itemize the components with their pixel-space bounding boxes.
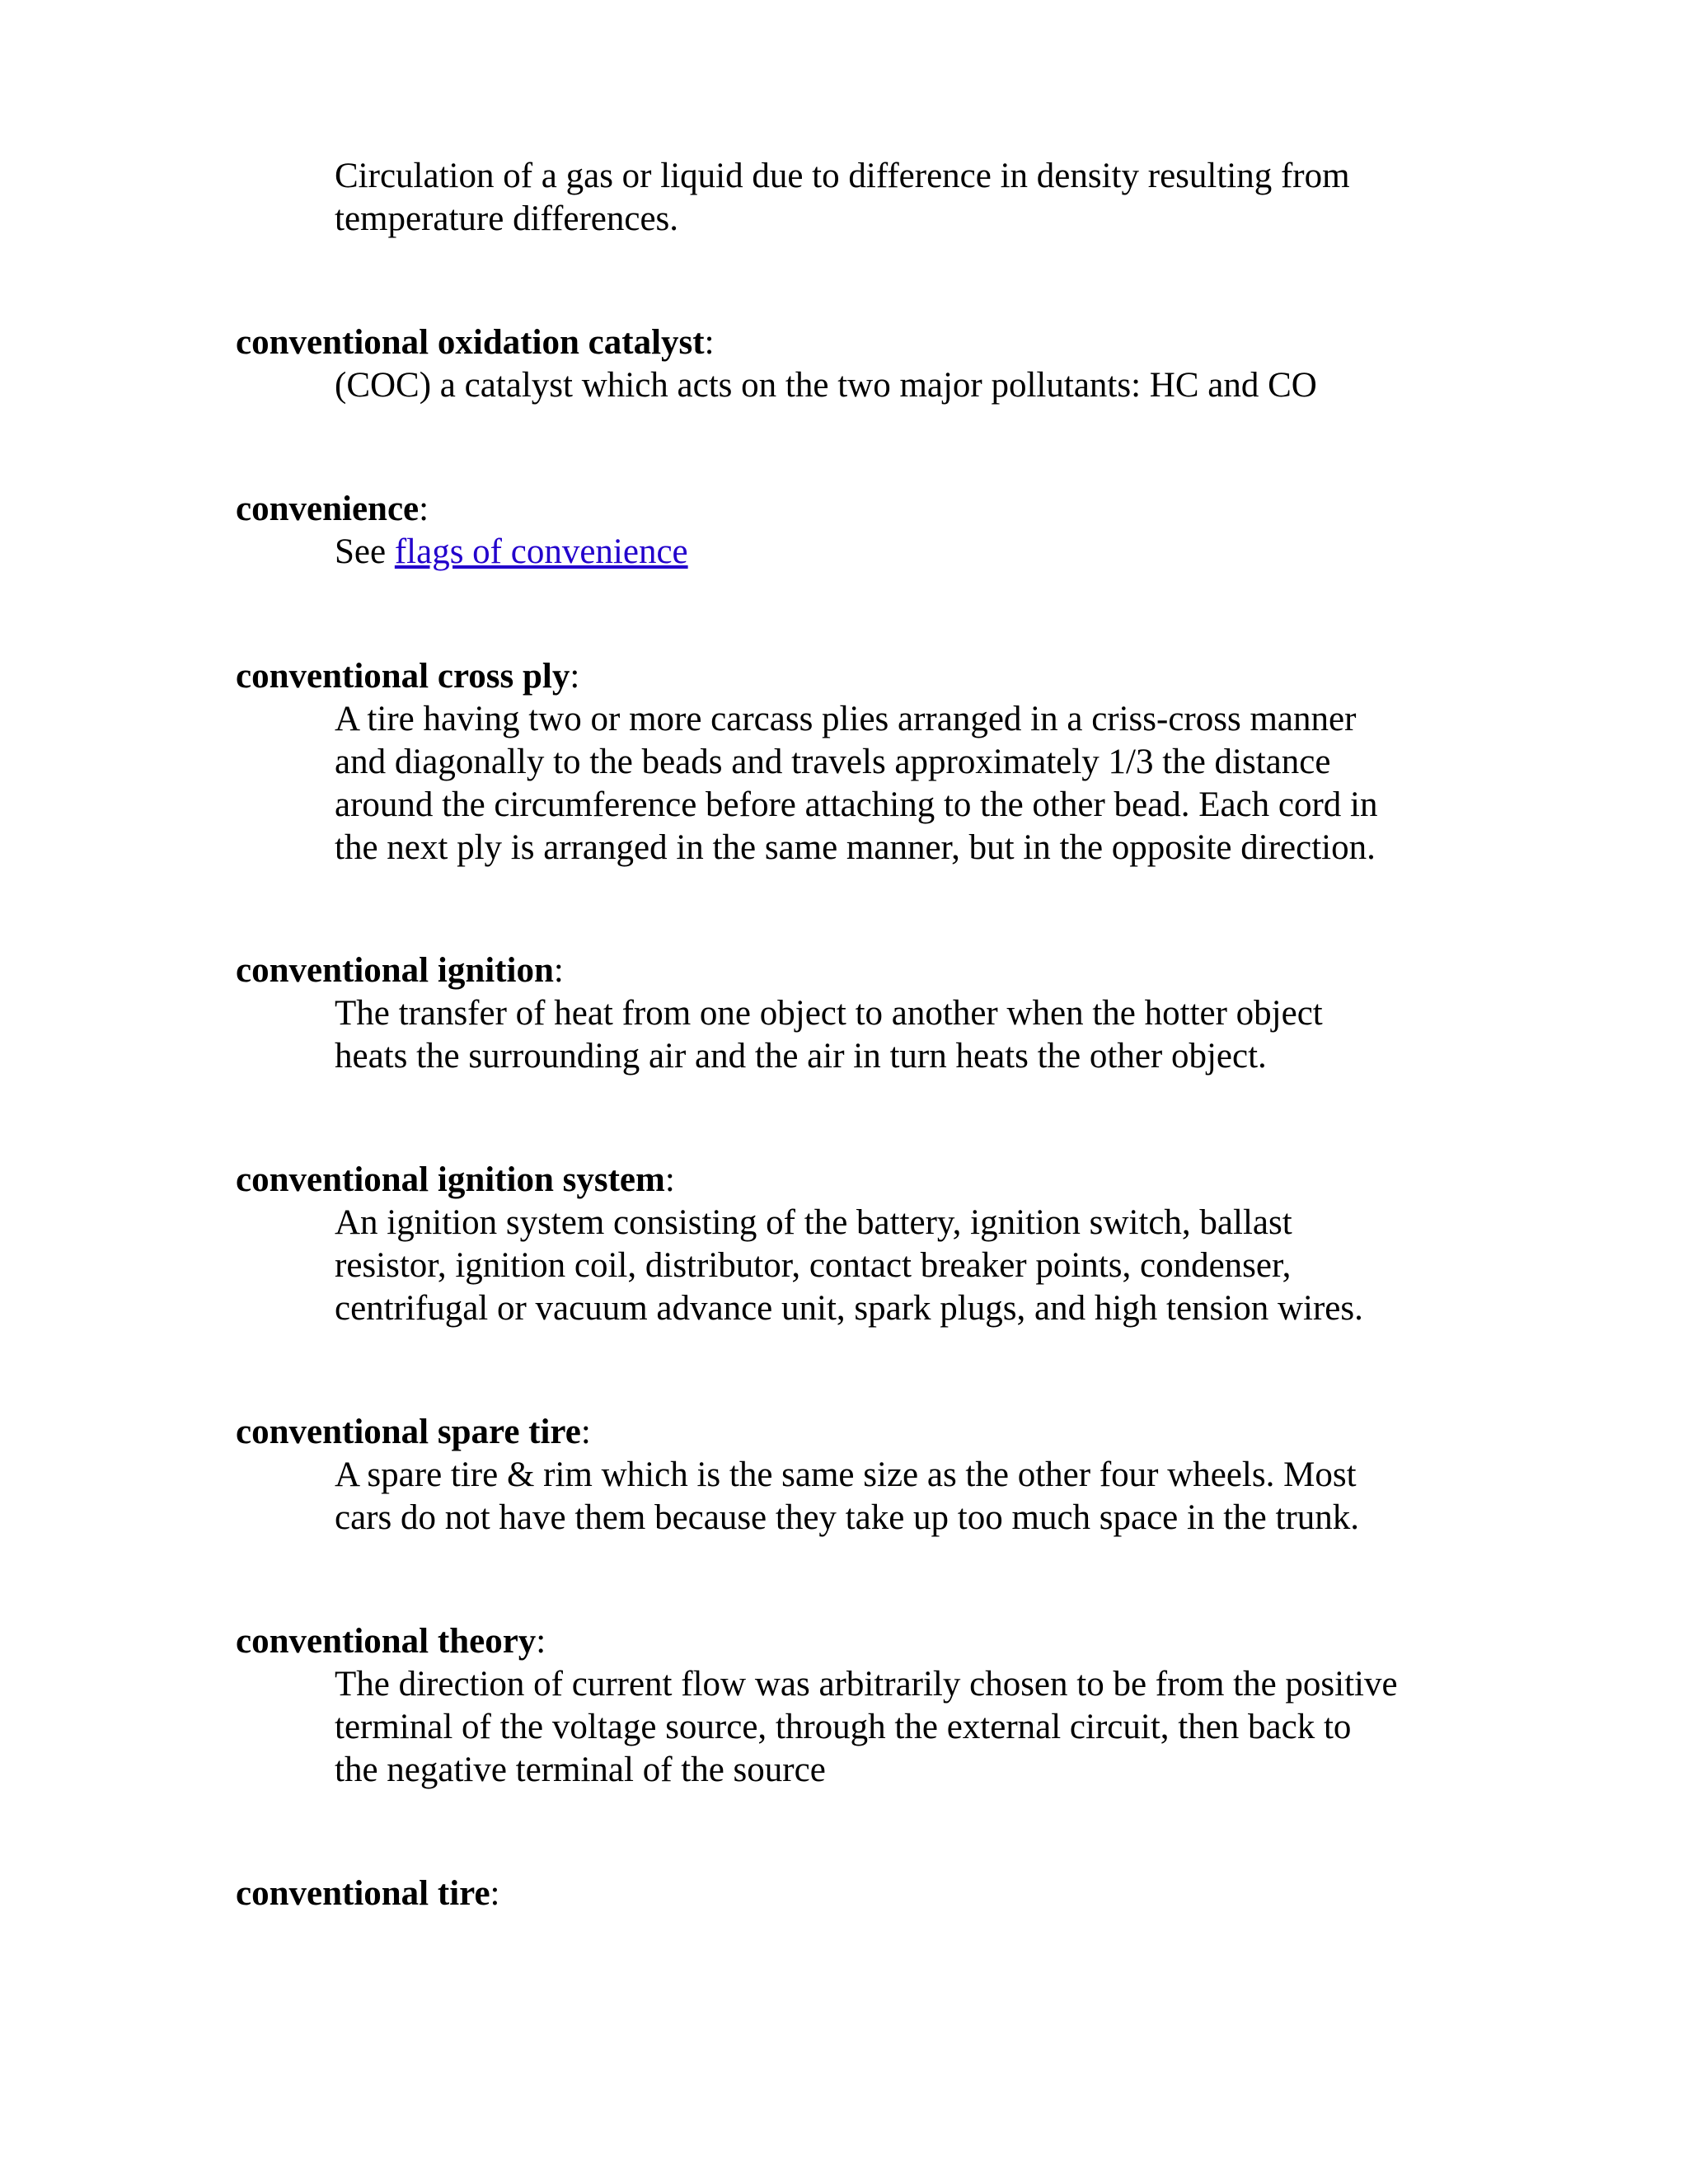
entry-heading: [236, 321, 1554, 364]
entry-definition: [335, 1454, 1554, 1540]
glossary-entry: [236, 488, 1554, 574]
definition-line: around the circumference before attaching to the other bead. Each cord in: [335, 785, 1378, 824]
entry-definition: [335, 1202, 1554, 1330]
glossary-entry: [236, 321, 1554, 407]
entry-term: conventional theory: [236, 1622, 537, 1661]
entry-heading: [236, 1620, 1554, 1663]
entry-term: conventional tire: [236, 1874, 490, 1913]
term-colon: :: [490, 1874, 500, 1913]
definition-line: the next ply is arranged in the same manner, but in the opposite direction.: [335, 828, 1376, 867]
definition-line: heats the surrounding air and the air in turn heats the other object.: [335, 1037, 1267, 1076]
entry-heading: [236, 949, 1554, 992]
definition-line: cars do not have them because they take up too much space in the trunk.: [335, 1498, 1360, 1537]
entry-term: conventional oxidation catalyst: [236, 323, 705, 362]
entry-term: conventional ignition system: [236, 1160, 665, 1199]
entry-heading: [236, 488, 1554, 531]
definition-line: centrifugal or vacuum advance unit, spark plugs, and high tension wires.: [335, 1289, 1363, 1328]
term-colon: :: [580, 1413, 591, 1451]
entry-definition: [335, 1663, 1554, 1792]
definition-line: The transfer of heat from one object to another when the hotter object: [335, 994, 1323, 1033]
glossary-entry: [236, 1159, 1554, 1330]
flags-of-convenience-link[interactable]: flags of convenience: [394, 532, 688, 571]
entry-heading: [236, 655, 1554, 698]
term-colon: :: [570, 657, 580, 696]
entry-heading: [236, 1159, 1554, 1202]
entry-definition: [335, 698, 1554, 869]
entry-term: conventional spare tire: [236, 1413, 581, 1451]
term-colon: :: [664, 1160, 675, 1199]
glossary-entry: [236, 655, 1554, 869]
term-colon: :: [536, 1622, 546, 1661]
glossary-entry: [236, 949, 1554, 1078]
definition-line: terminal of the voltage source, through the external circuit, then back to: [335, 1708, 1352, 1746]
definition-line: The direction of current flow was arbitrarily chosen to be from the positive: [335, 1665, 1398, 1704]
definition-line: temperature differences.: [335, 199, 679, 238]
definition-line: A spare tire & rim which is the same size as the other four wheels. Most: [335, 1455, 1357, 1494]
entry-term: convenience: [236, 490, 420, 528]
entry-heading: [236, 1872, 1554, 1915]
entry-definition: [335, 531, 1554, 574]
entry-heading: [236, 1411, 1554, 1454]
see-prefix: See: [335, 532, 395, 571]
glossary-entry: [236, 1620, 1554, 1792]
definition-line: A tire having two or more carcass plies arranged in a criss-cross manner: [335, 700, 1357, 738]
term-colon: :: [419, 490, 429, 528]
glossary-entry: [236, 1411, 1554, 1540]
entry-definition: [335, 364, 1554, 407]
definition-line: resistor, ignition coil, distributor, contact breaker points, condenser,: [335, 1246, 1292, 1285]
definition-line: [335, 531, 1554, 574]
glossary-entry: [236, 1872, 1554, 1915]
entry-term: conventional ignition: [236, 951, 554, 990]
definition-line: the negative terminal of the source: [335, 1750, 826, 1789]
definition-line: and diagonally to the beads and travels approximately 1/3 the distance: [335, 743, 1331, 781]
term-colon: :: [704, 323, 715, 362]
definition-line: (COC) a catalyst which acts on the two major pollutants: HC and CO: [335, 366, 1317, 405]
continued-definition: [335, 155, 1489, 241]
term-colon: :: [553, 951, 564, 990]
definition-line: Circulation of a gas or liquid due to difference in density resulting from: [335, 157, 1350, 195]
entry-term: conventional cross ply: [236, 657, 570, 696]
definition-line: An ignition system consisting of the battery, ignition switch, ballast: [335, 1203, 1292, 1242]
entry-definition: [335, 992, 1554, 1078]
